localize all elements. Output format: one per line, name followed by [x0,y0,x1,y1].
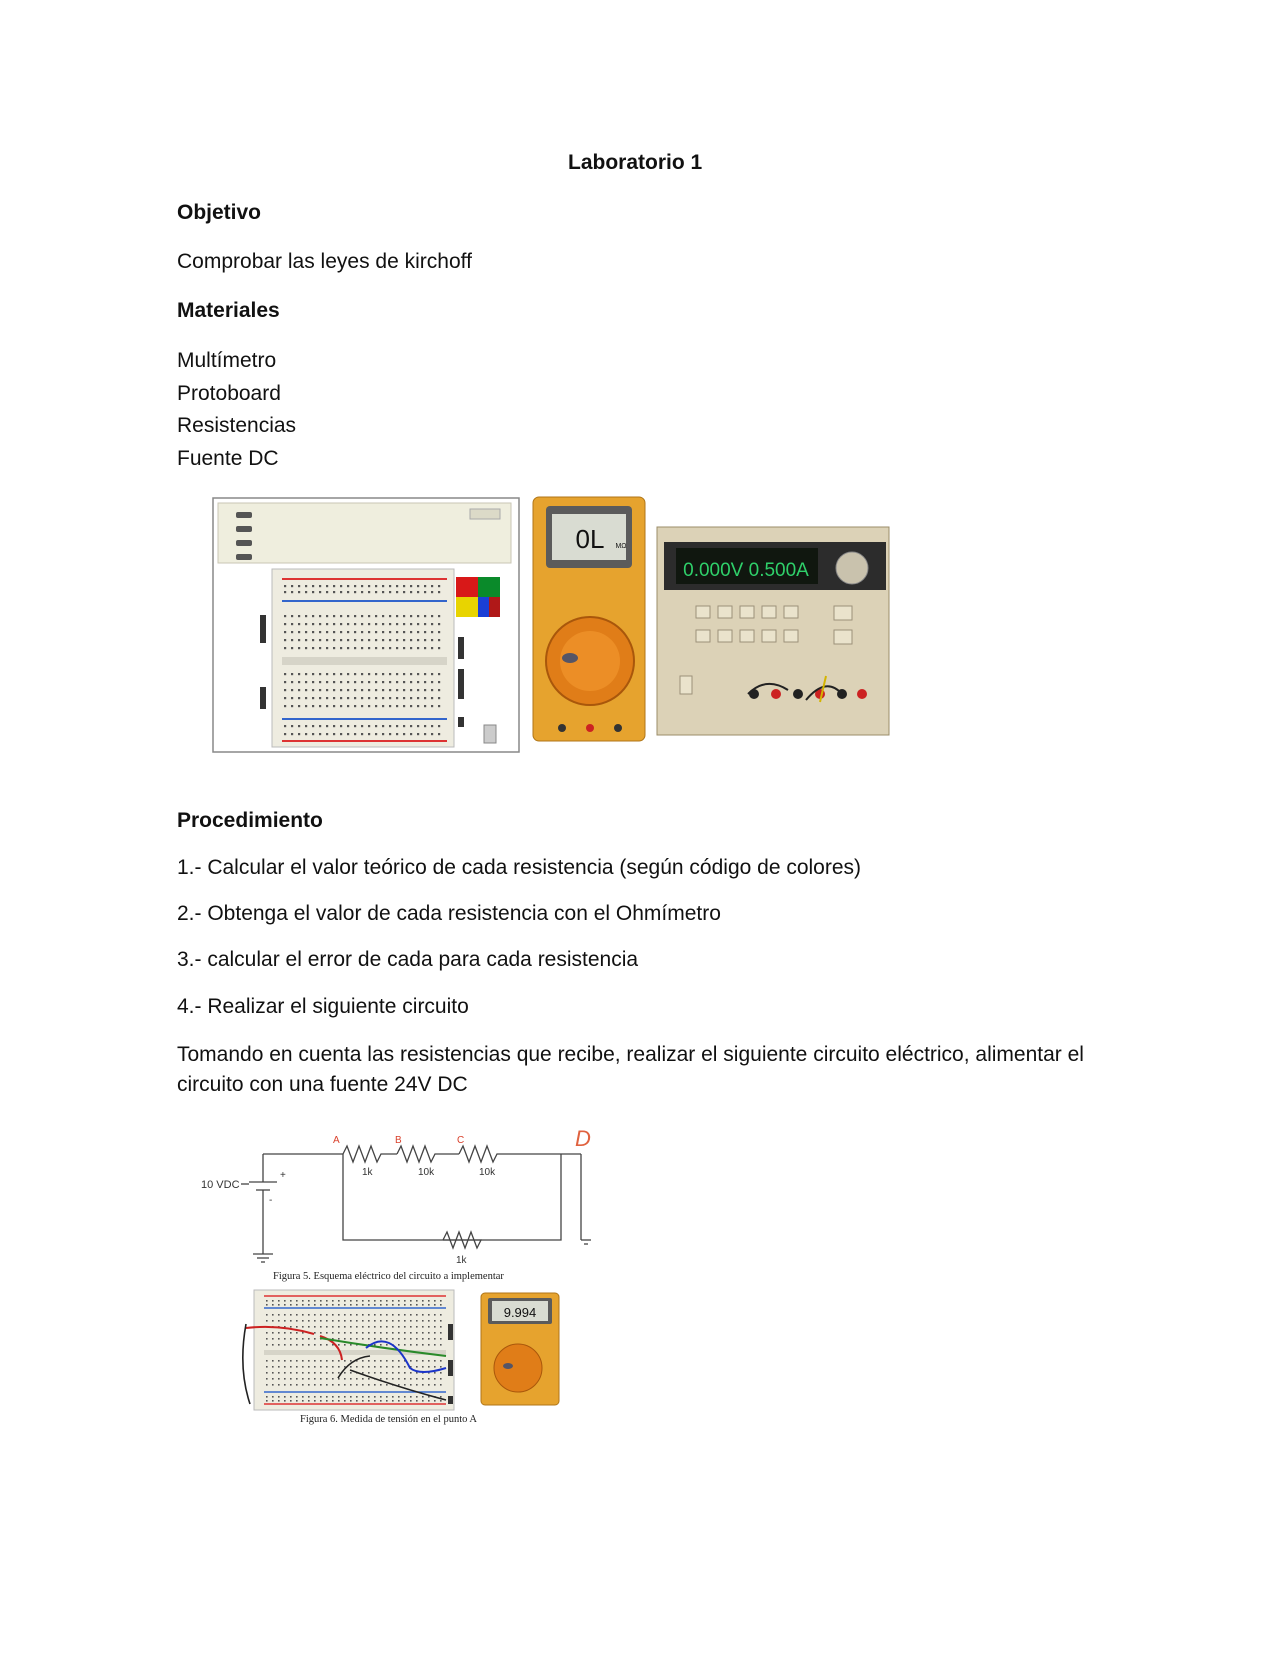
figure6-multimeter-reading: 9.994 [503,1305,537,1320]
objetivo-text: Comprobar las leyes de kirchoff [177,250,472,273]
handwritten-node-d: D [575,1126,591,1151]
figure6-multimeter [480,1292,560,1411]
figure6-protoboard [210,1288,458,1417]
protoboard-image [212,497,520,758]
node-label-c: C [457,1135,465,1146]
multimeter-unit: MΩ [615,543,627,550]
procedimiento-step: 4.- Realizar el siguiente circuito [177,995,469,1018]
materiales-item: Protoboard [177,382,281,405]
node-label-a: A [333,1135,340,1146]
materiales-heading: Materiales [177,299,280,322]
procedimiento-step: 1.- Calcular el valor teórico de cada resistencia (según código de colores) [177,856,862,879]
resistor-label: 10k [418,1167,435,1178]
power-supply-reading: 0.000V 0.500A [683,560,809,581]
power-supply-image [656,526,890,741]
circuit-schematic [195,1118,615,1293]
objetivo-heading: Objetivo [177,201,262,224]
figure6-caption: Figura 6. Medida de tensión en el punto A [300,1414,478,1425]
procedimiento-paragraph: Tomando en cuenta las resistencias que recibe, realizar el siguiente circuito eléctrico, alimentar el circuito con una fuente 24V DC [177,1043,1084,1096]
figure5-caption: Figura 5. Esquema eléctrico del circuito a implementar [273,1271,504,1282]
materiales-item: Fuente DC [177,447,279,470]
procedimiento-step: 2.- Obtenga el valor de cada resistencia con el Ohmímetro [177,902,721,925]
procedimiento-heading: Procedimiento [177,809,323,832]
procedimiento-step: 3.- calcular el error de cada para cada resistencia [177,948,639,971]
source-minus: - [269,1195,273,1206]
resistor-label: 1k [456,1255,467,1266]
materiales-item: Resistencias [177,414,297,437]
resistor-label: 10k [479,1167,496,1178]
page-title: Laboratorio 1 [568,151,703,174]
materiales-item: Multímetro [177,349,277,372]
source-plus: + [280,1170,286,1181]
multimeter-reading: 0L [575,524,605,554]
node-label-b: B [395,1135,402,1146]
resistor-label: 1k [362,1167,373,1178]
multimeter-image [532,496,646,747]
source-label: 10 VDC [201,1179,240,1191]
